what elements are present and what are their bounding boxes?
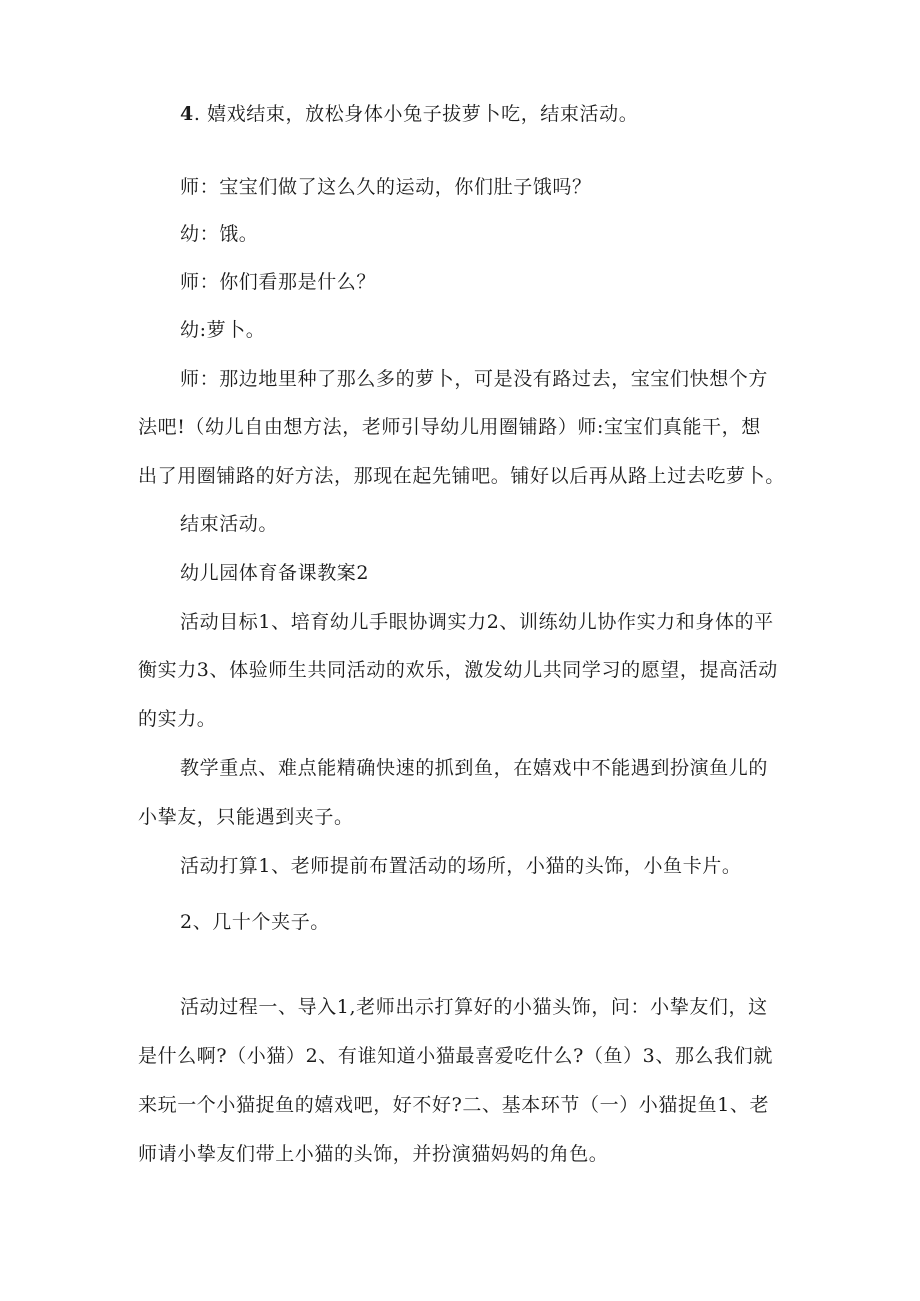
- paragraph-line: 活动打算1、老师提前布置活动的场所，小猫的头饰，小鱼卡片。: [180, 855, 742, 877]
- dialogue-line: 幼：饿。: [180, 223, 259, 245]
- step-number: 4: [180, 103, 194, 125]
- dialogue-line: 幼:萝卜。: [180, 319, 266, 341]
- dialogue-line: 师：你们看那是什么？: [180, 271, 377, 293]
- paragraph-line: 来玩一个小猫捉鱼的嬉戏吧，好不好?二、基本环节（一）小猫捉鱼1、老: [138, 1094, 770, 1116]
- paragraph-line: 是什么啊?（小猫）2、有谁知道小猫最喜爱吃什么?（鱼）3、那么我们就: [138, 1045, 773, 1067]
- paragraph-line: 法吧!（幼儿自由想方法，老师引导幼儿用圈铺路）师:宝宝们真能干，想: [138, 416, 761, 438]
- paragraph-line: 教学重点、难点能精确快速的抓到鱼，在嬉戏中不能遇到扮演鱼儿的: [180, 757, 769, 779]
- paragraph-line: 出了用圈铺路的好方法，那现在起先铺吧。铺好以后再从路上过去吃萝卜。: [138, 465, 785, 487]
- step-4-paragraph: [180, 102, 638, 126]
- paragraph-line: 师：那边地里种了那么多的萝卜，可是没有路过去，宝宝们快想个方: [180, 368, 769, 390]
- dialogue-line: 师：宝宝们做了这么久的运动，你们肚子饿吗？: [180, 176, 592, 198]
- section-title: 幼儿园体育备课教案2: [180, 562, 370, 584]
- paragraph-line: 衡实力3、体验师生共同活动的欢乐，激发幼儿共同学习的愿望，提高活动: [138, 659, 778, 681]
- paragraph-line: 小挚友，只能遇到夹子。: [138, 806, 354, 828]
- paragraph-line: 2、几十个夹子。: [180, 911, 330, 933]
- paragraph-line: 师请小挚友们带上小猫的头饰，并扮演猫妈妈的角色。: [138, 1143, 609, 1165]
- paragraph-line: 活动目标1、培育幼儿手眼协调实力2、训练幼儿协作实力和身体的平: [180, 611, 774, 633]
- paragraph-line: 活动过程一、导入1,老师出示打算好的小猫头饰，问：小挚友们，这: [180, 996, 768, 1018]
- step-text: . 嬉戏结束，放松身体小兔子拔萝卜吃，结束活动。: [193, 103, 639, 125]
- paragraph-line: 结束活动。: [180, 513, 279, 535]
- paragraph-line: 的实力。: [138, 708, 217, 730]
